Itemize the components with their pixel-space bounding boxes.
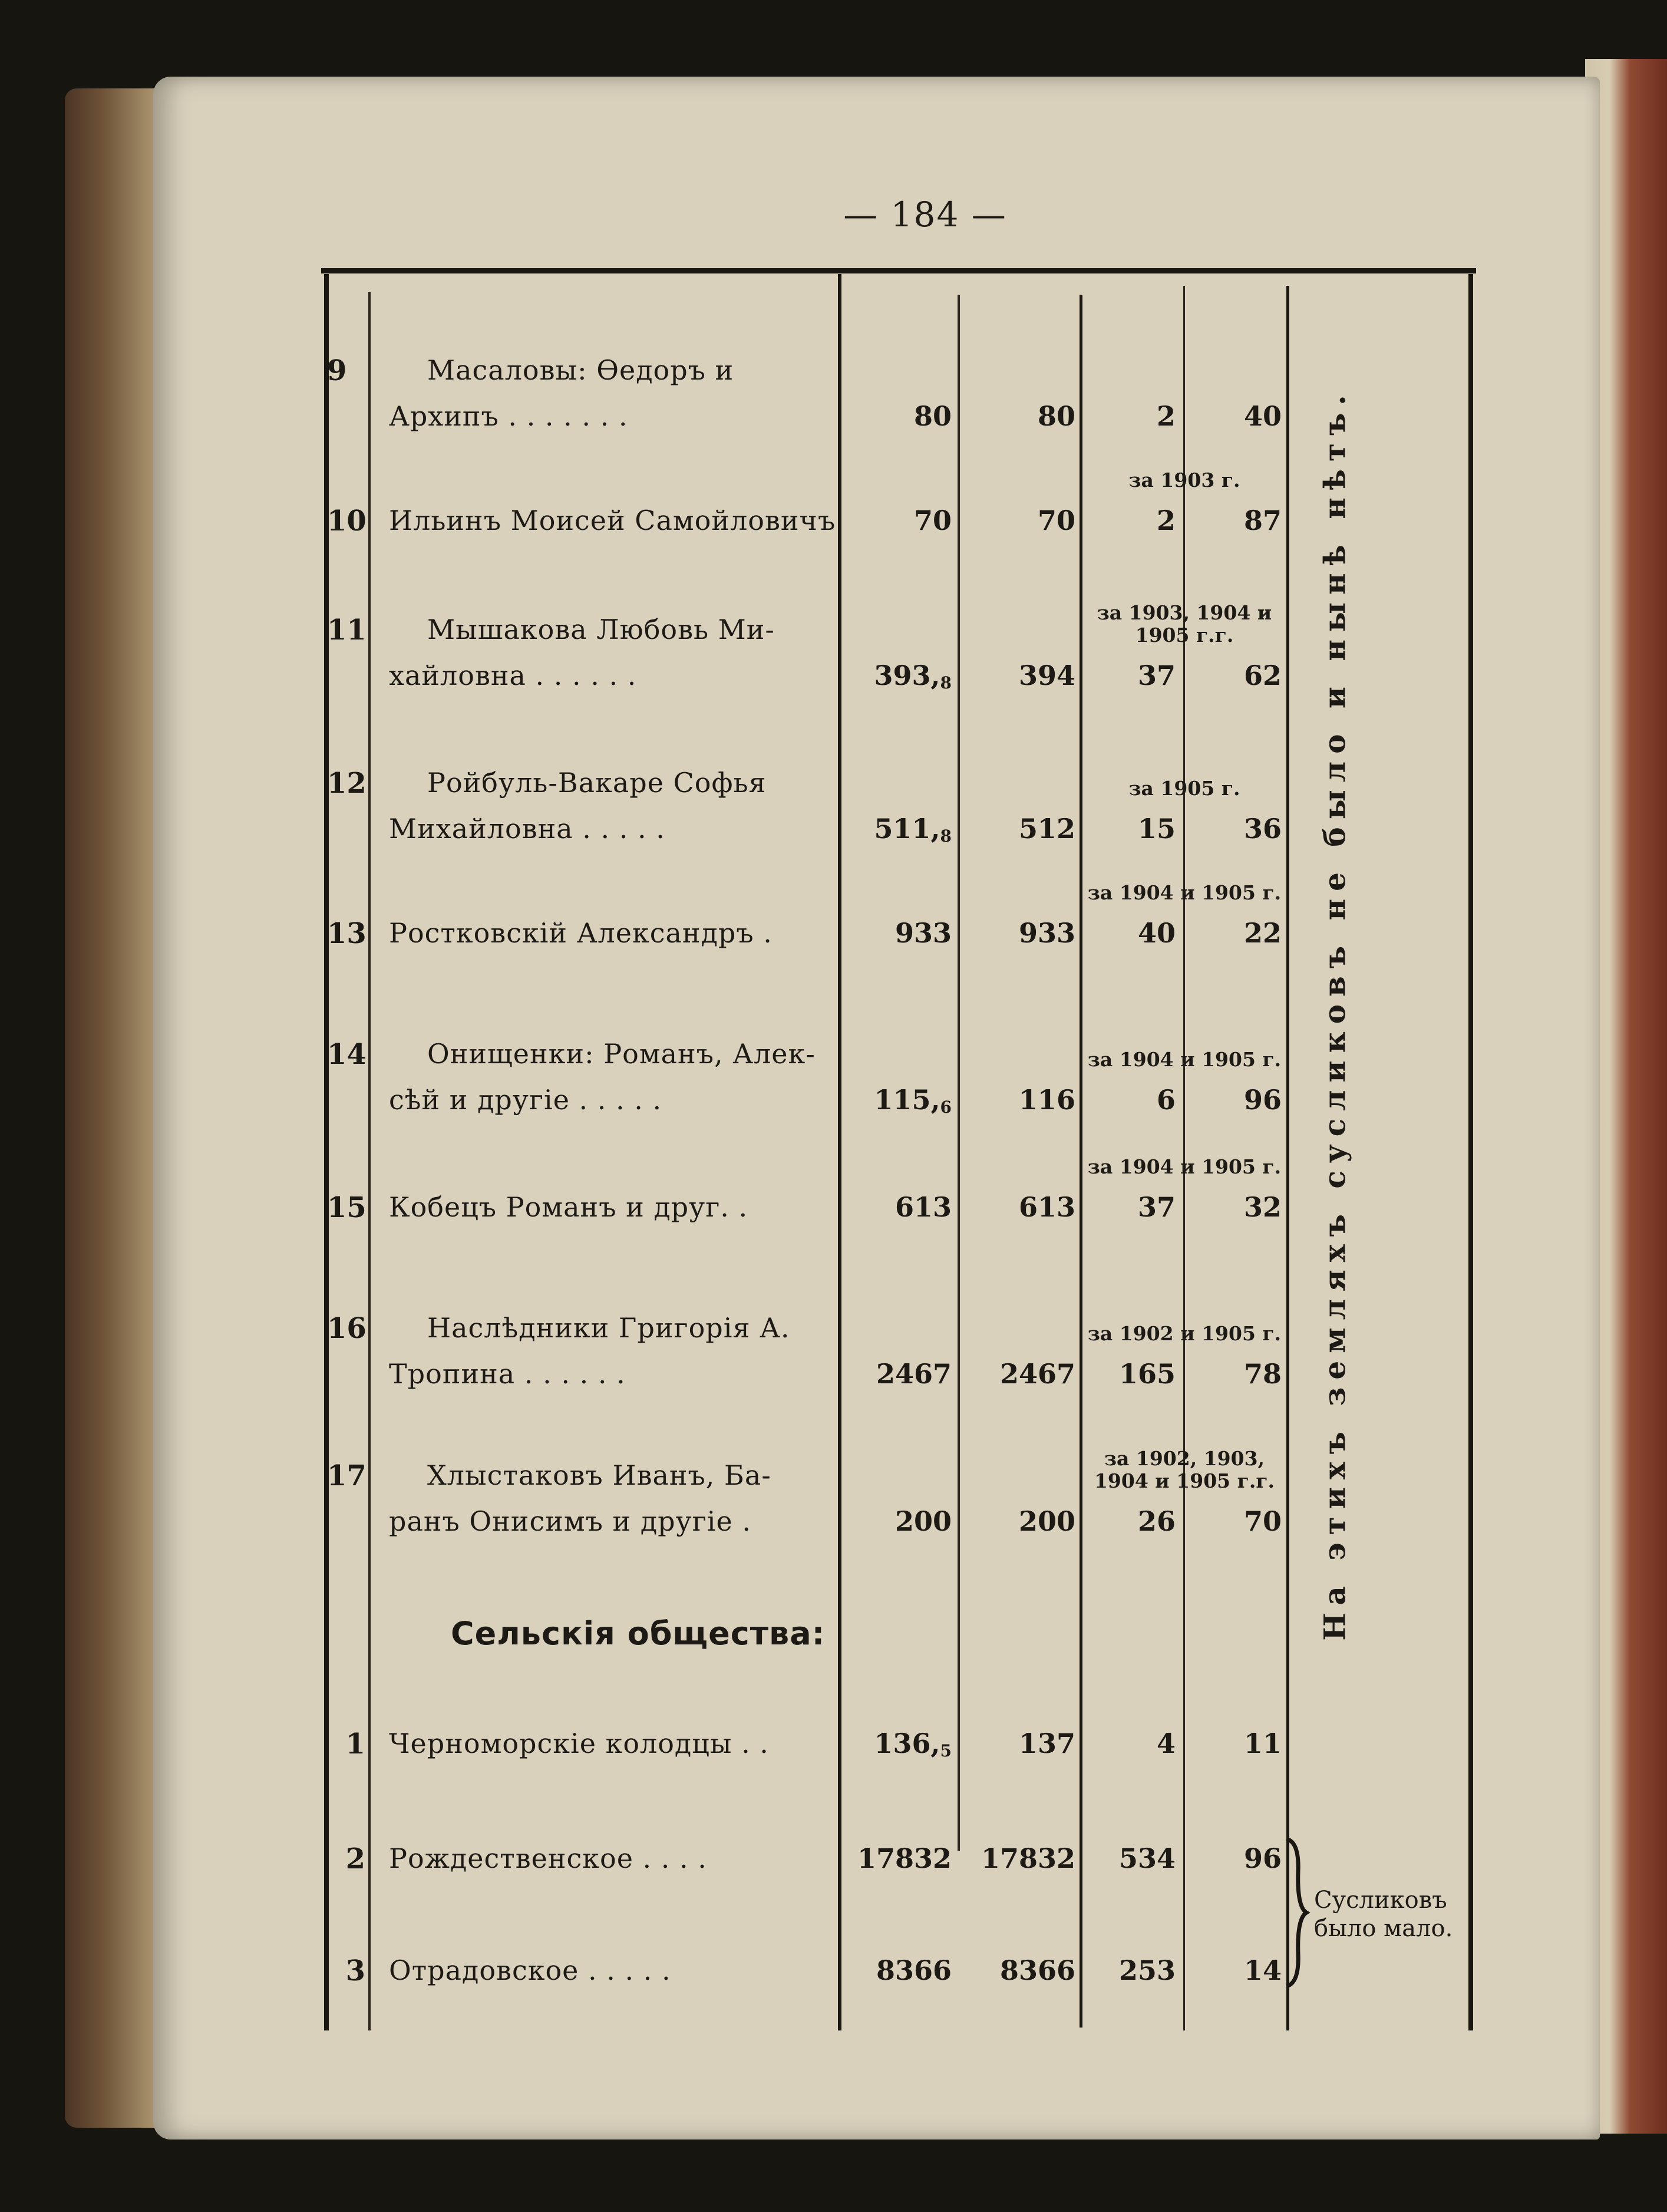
fine-rubles: 6 bbox=[1156, 1084, 1176, 1116]
row-name-line: Архипъ . . . . . . . bbox=[389, 400, 628, 432]
area-round-value: 116 bbox=[1018, 1084, 1075, 1116]
row-index: 17 bbox=[327, 1459, 367, 1492]
area-main: 393, bbox=[874, 660, 940, 691]
area-round-value: 933 bbox=[1018, 917, 1075, 949]
area-column-divider bbox=[958, 295, 960, 1851]
fine-rubles: 253 bbox=[1118, 1954, 1176, 1986]
row-name-line: сѣй и другіе . . . . . bbox=[389, 1084, 662, 1116]
fine-kopecks: 14 bbox=[1243, 1954, 1282, 1986]
row-name-line: Ильинъ Моисей Самойловичъ bbox=[389, 505, 836, 536]
row-name-line: хайловна . . . . . . bbox=[389, 660, 637, 691]
fine-kopecks: 78 bbox=[1243, 1358, 1282, 1390]
area-round-value: 613 bbox=[1018, 1191, 1075, 1223]
area-round-value: 137 bbox=[1018, 1728, 1075, 1759]
side-note-line-1: Сусликовъ bbox=[1314, 1887, 1447, 1914]
fine-kopecks: 36 bbox=[1243, 813, 1282, 845]
row-name-line: Ростковскій Александръ . bbox=[389, 917, 773, 949]
row-index: 13 bbox=[327, 917, 367, 950]
row-name-line: Отрадовское . . . . . bbox=[389, 1954, 671, 1986]
page-number: — 184 — bbox=[843, 195, 1007, 235]
row-name-line: ранъ Онисимъ и другіе . bbox=[389, 1505, 751, 1537]
area-value bbox=[849, 1358, 952, 1390]
area-decimal: 8 bbox=[940, 673, 952, 693]
fine-rubles: 37 bbox=[1137, 1191, 1176, 1223]
area-value bbox=[849, 507, 952, 534]
area-main: 136, bbox=[874, 1728, 940, 1759]
row-index: 11 bbox=[327, 614, 367, 647]
section-heading: Сельскія общества: bbox=[451, 1615, 826, 1652]
row-name-line: Черноморскіе колодцы . . bbox=[389, 1728, 769, 1759]
row-index: 9 bbox=[327, 354, 347, 387]
row-name-line: Тропина . . . . . . bbox=[389, 1358, 626, 1390]
row-name-line: Михайловна . . . . . bbox=[389, 813, 665, 845]
area-round-value: 2467 bbox=[999, 1358, 1075, 1390]
area-round-value: 512 bbox=[1018, 813, 1075, 845]
area-round-value: 394 bbox=[1018, 660, 1075, 691]
area-value bbox=[849, 815, 952, 845]
table-right-border bbox=[1468, 274, 1473, 2030]
area-decimal: 5 bbox=[940, 1741, 952, 1761]
fine-period-note: за 1903, 1904 и bbox=[1097, 601, 1272, 624]
row-index: 2 bbox=[345, 1842, 365, 1875]
area-main: 115, bbox=[874, 1084, 940, 1116]
fine-period-note: за 1903 г. bbox=[1128, 469, 1240, 492]
area-main: 8366 bbox=[876, 1954, 952, 1986]
row-name-line: Масаловы: Өедоръ и bbox=[427, 354, 734, 386]
row-name-line: Рождественское . . . . bbox=[389, 1842, 707, 1874]
area-round-value: 80 bbox=[1037, 400, 1075, 432]
row-index: 15 bbox=[327, 1191, 367, 1224]
fine-rubles: 2 bbox=[1156, 400, 1176, 432]
table-left-border bbox=[324, 274, 329, 2030]
fine-kopecks: 40 bbox=[1243, 400, 1282, 432]
vertical-note bbox=[1288, 336, 1382, 1692]
area-round-value: 8366 bbox=[999, 1954, 1075, 1986]
area-value bbox=[849, 919, 952, 947]
area-main: 200 bbox=[894, 1505, 952, 1537]
fine-kopecks: 11 bbox=[1243, 1728, 1282, 1759]
area-decimal: 8 bbox=[940, 826, 952, 846]
row-name-line: Наслѣдники Григорія А. bbox=[427, 1312, 790, 1344]
area-main: 70 bbox=[913, 505, 952, 536]
fine-period-note: за 1904 и 1905 г. bbox=[1087, 1155, 1282, 1178]
area-value bbox=[849, 1730, 952, 1759]
fine-kopecks: 70 bbox=[1243, 1505, 1282, 1537]
fine-period-note: за 1905 г. bbox=[1128, 777, 1240, 800]
row-name-line: Онищенки: Романъ, Алек- bbox=[427, 1038, 816, 1070]
area-value bbox=[849, 662, 952, 691]
fine-period-note: за 1904 и 1905 г. bbox=[1087, 1048, 1282, 1071]
row-name-line: Хлыстаковъ Иванъ, Ба- bbox=[427, 1459, 771, 1491]
fine-rubles: 37 bbox=[1137, 660, 1176, 691]
fine-rubles: 40 bbox=[1137, 917, 1176, 949]
area-main: 613 bbox=[894, 1191, 952, 1223]
fine-period-note: 1905 г.г. bbox=[1135, 624, 1234, 647]
side-note bbox=[1314, 1886, 1453, 1943]
area-decimal: 6 bbox=[940, 1097, 952, 1117]
fine-period-note: за 1902, 1903, bbox=[1104, 1447, 1265, 1470]
fine-kopecks: 32 bbox=[1243, 1191, 1282, 1223]
fine-kopecks: 96 bbox=[1243, 1084, 1282, 1116]
row-index: 10 bbox=[327, 505, 367, 538]
row-name-line: Кобецъ Романъ и друг. . bbox=[389, 1191, 748, 1223]
area-main: 933 bbox=[894, 917, 952, 949]
area-value bbox=[849, 1086, 952, 1116]
fine-kopecks: 22 bbox=[1243, 917, 1282, 949]
area-main: 511, bbox=[874, 813, 940, 845]
fine-period-note: за 1902 и 1905 г. bbox=[1087, 1322, 1282, 1345]
area-main: 17832 bbox=[857, 1842, 952, 1874]
fine-rubles: 15 bbox=[1137, 813, 1176, 845]
name-column-divider bbox=[838, 274, 841, 2030]
fine-rubles: 2 bbox=[1156, 505, 1176, 536]
fine-period-note: за 1904 и 1905 г. bbox=[1087, 881, 1282, 904]
table-top-rule bbox=[321, 268, 1476, 273]
fine-rubles: 4 bbox=[1156, 1728, 1176, 1759]
fine-period-note: 1904 и 1905 г.г. bbox=[1094, 1469, 1275, 1492]
round-column-divider bbox=[1080, 295, 1082, 2028]
fine-rubles: 26 bbox=[1137, 1505, 1176, 1537]
side-note-line-2: было мало. bbox=[1314, 1915, 1453, 1942]
area-value bbox=[849, 400, 952, 432]
fine-kopecks: 87 bbox=[1243, 505, 1282, 536]
vertical-note-text: На этихъ земляхъ сусликовъ не было и нынѣ нѣтъ. bbox=[1317, 387, 1352, 1641]
area-round-value: 70 bbox=[1037, 505, 1075, 536]
fine-kopecks: 96 bbox=[1243, 1842, 1282, 1874]
fine-rubles: 165 bbox=[1118, 1358, 1176, 1390]
row-index: 3 bbox=[345, 1954, 365, 1987]
fine-rubles: 534 bbox=[1118, 1842, 1176, 1874]
area-value bbox=[849, 1954, 952, 1986]
area-round-value: 200 bbox=[1018, 1505, 1075, 1537]
area-value bbox=[849, 1842, 952, 1874]
row-index: 16 bbox=[327, 1312, 367, 1345]
row-index: 12 bbox=[327, 767, 367, 800]
area-main: 2467 bbox=[876, 1358, 952, 1390]
area-main: 80 bbox=[913, 400, 952, 432]
index-column-divider bbox=[368, 292, 371, 2030]
row-name-line: Ройбуль-Вакаре Софья bbox=[427, 767, 767, 799]
fine-kopecks: 62 bbox=[1243, 660, 1282, 691]
brace-mark bbox=[1282, 1836, 1311, 1989]
row-name-line: Мышакова Любовь Ми- bbox=[427, 614, 775, 645]
area-value bbox=[849, 1191, 952, 1223]
row-index: 14 bbox=[327, 1038, 367, 1071]
area-value bbox=[849, 1505, 952, 1537]
area-round-value: 17832 bbox=[981, 1842, 1075, 1874]
row-index: 1 bbox=[345, 1728, 365, 1761]
